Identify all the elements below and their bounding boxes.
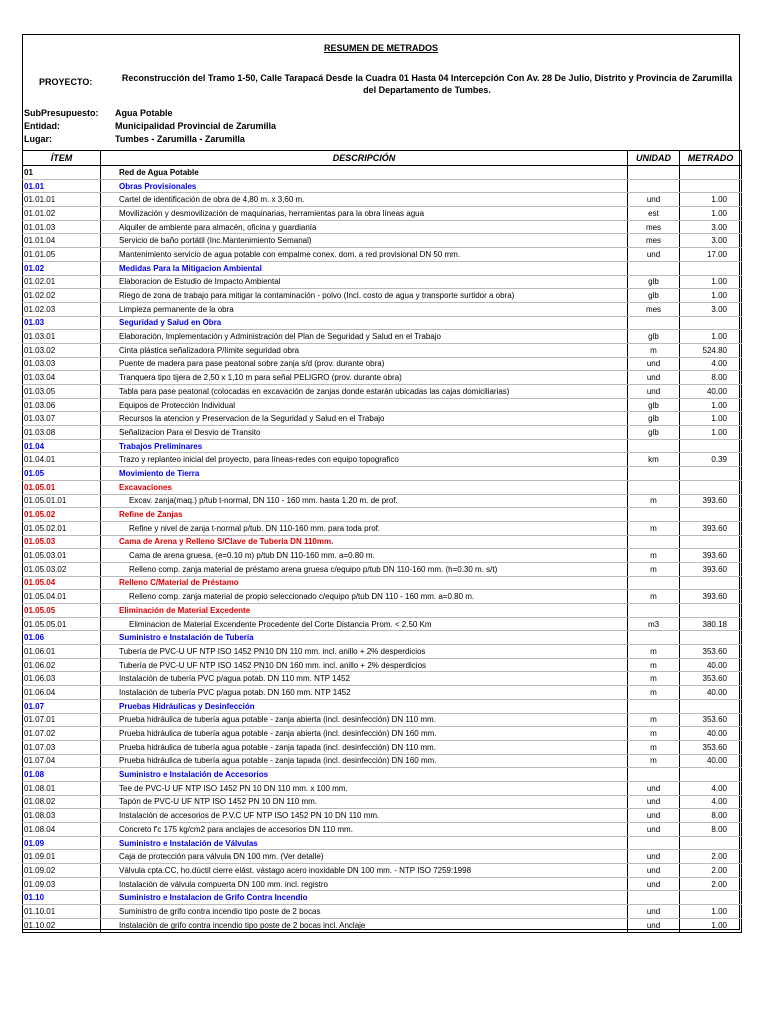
- table-row: [23, 166, 742, 180]
- cell-item: 01.08.04: [23, 823, 101, 837]
- cell-item: 01.05.05: [23, 604, 101, 618]
- entidad-value: Municipalidad Provincial de Zarumilla: [115, 121, 277, 131]
- cell-descripcion: Señalizacion Para el Desvio de Transito: [101, 426, 628, 440]
- cell-unidad: mes: [628, 302, 680, 316]
- cell-descripcion: Equipos de Protección Individual: [101, 398, 628, 412]
- cell-descripcion: Suministro de grifo contra incendio tipo poste de 2 bocas: [101, 905, 628, 919]
- cell-descripcion: Cartel de identificación de obra de 4,80 m. x 3,60 m.: [101, 193, 628, 207]
- cell-unidad: und: [628, 193, 680, 207]
- cell-unidad: und: [628, 385, 680, 399]
- table-row: [23, 713, 742, 727]
- table-row: [23, 508, 742, 522]
- cell-descripcion: Instalación de tubería PVC p/agua potab. DN 110 mm. NTP 1452: [101, 672, 628, 686]
- cell-item: 01: [23, 166, 101, 180]
- cell-unidad: m: [628, 658, 680, 672]
- cell-unidad: [628, 179, 680, 193]
- project-value: Reconstrucción del Tramo 1-50, Calle Tarapacá Desde la Cuadra 01 Hasta 04 Intercepción Con Av. 28 De Julio, Distrito y Provincia de Zarumilla del Departamento de Tumbes.: [121, 73, 733, 95]
- cell-descripcion: Trabajos Preliminares: [101, 439, 628, 453]
- cell-metrado: 353.60: [680, 713, 742, 727]
- table-row: [23, 220, 742, 234]
- cell-metrado: [680, 631, 742, 645]
- table-row: [23, 398, 742, 412]
- cell-unidad: [628, 480, 680, 494]
- cell-metrado: [680, 179, 742, 193]
- subpresupuesto-value: Agua Potable: [115, 108, 173, 118]
- entidad-label: Entidad:: [24, 121, 60, 131]
- cell-metrado: 4.00: [680, 781, 742, 795]
- cell-descripcion: Prueba hidráulica de tubería agua potable - zanja tapada (incl. desinfección) DN 160 mm.: [101, 754, 628, 768]
- subpresupuesto-label: SubPresupuesto:: [24, 108, 99, 118]
- cell-unidad: und: [628, 823, 680, 837]
- table-row: [23, 781, 742, 795]
- table-row: [23, 535, 742, 549]
- cell-unidad: [628, 467, 680, 481]
- cell-metrado: 393.60: [680, 521, 742, 535]
- table-row: [23, 836, 742, 850]
- cell-descripcion: Excav. zanja(maq.) p/tub t-normal, DN 110 - 160 mm. hasta 1.20 m. de prof.: [101, 494, 628, 508]
- header-metrado: METRADO: [680, 151, 742, 166]
- cell-descripcion: Cinta plástica señalizadora P/límite seguridad obra: [101, 343, 628, 357]
- cell-unidad: [628, 604, 680, 618]
- cell-unidad: [628, 316, 680, 330]
- cell-item: 01.09: [23, 836, 101, 850]
- table-row: [23, 521, 742, 535]
- cell-metrado: 1.00: [680, 289, 742, 303]
- cell-metrado: 1.00: [680, 275, 742, 289]
- cell-unidad: und: [628, 918, 680, 932]
- cell-item: 01.05.02: [23, 508, 101, 522]
- cell-item: 01.05.03.01: [23, 549, 101, 563]
- cell-item: 01.10: [23, 891, 101, 905]
- cell-descripcion: Elaboración, Implementación y Administración del Plan de Seguridad y Salud en el Trabajo: [101, 330, 628, 344]
- cell-metrado: 1.00: [680, 412, 742, 426]
- cell-metrado: 1.00: [680, 330, 742, 344]
- table-row: [23, 316, 742, 330]
- cell-descripcion: Eliminacion de Material Excendente Procedente del Corte Distancia Prom. < 2.50 Km: [101, 617, 628, 631]
- cell-item: 01.03.06: [23, 398, 101, 412]
- table-row: [23, 823, 742, 837]
- lugar-value: Tumbes - Zarumilla - Zarumilla: [115, 134, 245, 144]
- cell-descripcion: Instalación de grifo contra incendio tipo poste de 2 bocas incl. Anclaje: [101, 918, 628, 932]
- cell-metrado: 4.00: [680, 795, 742, 809]
- table-row: [23, 905, 742, 919]
- cell-item: 01.02.01: [23, 275, 101, 289]
- table-row: [23, 412, 742, 426]
- cell-metrado: [680, 576, 742, 590]
- table-row: [23, 740, 742, 754]
- cell-descripcion: Concreto f'c 175 kg/cm2 para anclajes de accesorios DN 110 mm.: [101, 823, 628, 837]
- cell-descripcion: Prueba hidráulica de tubería agua potable - zanja abierta (incl. desinfección) DN 160 mm.: [101, 727, 628, 741]
- cell-metrado: 0.39: [680, 453, 742, 467]
- cell-descripcion: Medidas Para la Mitigacion Ambiental: [101, 261, 628, 275]
- cell-item: 01.01: [23, 179, 101, 193]
- cell-metrado: [680, 316, 742, 330]
- cell-descripcion: Cama de arena gruesa, (e=0.10 m) p/tub DN 110-160 mm. a=0.80 m.: [101, 549, 628, 563]
- table-row: [23, 727, 742, 741]
- cell-metrado: [680, 535, 742, 549]
- cell-unidad: und: [628, 809, 680, 823]
- table-row: [23, 330, 742, 344]
- table-row: [23, 439, 742, 453]
- cell-item: 01.06.03: [23, 672, 101, 686]
- metrados-table: [22, 150, 742, 933]
- cell-metrado: 17.00: [680, 248, 742, 262]
- cell-metrado: [680, 891, 742, 905]
- cell-item: 01.07.01: [23, 713, 101, 727]
- cell-item: 01.07.03: [23, 740, 101, 754]
- cell-metrado: 1.00: [680, 398, 742, 412]
- cell-descripcion: Suministro e Instalacion de Grifo Contra Incendio: [101, 891, 628, 905]
- cell-unidad: glb: [628, 275, 680, 289]
- cell-item: 01.04.01: [23, 453, 101, 467]
- cell-descripcion: Puente de madera para pase peatonal sobre zanja s/d (prov. durante obra): [101, 357, 628, 371]
- cell-metrado: 4.00: [680, 357, 742, 371]
- cell-unidad: m: [628, 740, 680, 754]
- cell-descripcion: Alquiler de ambiente para almacén, oficina y guardianía: [101, 220, 628, 234]
- cell-unidad: [628, 261, 680, 275]
- cell-descripcion: Pruebas Hidráulicas y Desinfección: [101, 699, 628, 713]
- table-row: [23, 248, 742, 262]
- table-row: [23, 371, 742, 385]
- table-row: [23, 302, 742, 316]
- header-unidad: UNIDAD: [628, 151, 680, 166]
- cell-unidad: glb: [628, 412, 680, 426]
- cell-descripcion: Relleno comp. zanja material de propio seleccionado c/equipo p/tub DN 110 - 160 mm. a=0.80 m.: [101, 590, 628, 604]
- cell-item: 01.03.02: [23, 343, 101, 357]
- cell-unidad: [628, 631, 680, 645]
- cell-metrado: [680, 508, 742, 522]
- cell-unidad: [628, 508, 680, 522]
- cell-unidad: [628, 836, 680, 850]
- cell-item: 01.08.03: [23, 809, 101, 823]
- cell-item: 01.03.04: [23, 371, 101, 385]
- cell-item: 01.05.02.01: [23, 521, 101, 535]
- cell-unidad: und: [628, 357, 680, 371]
- cell-metrado: 1.00: [680, 918, 742, 932]
- cell-metrado: 353.60: [680, 645, 742, 659]
- table-row: [23, 590, 742, 604]
- cell-item: 01.03.03: [23, 357, 101, 371]
- cell-item: 01.07.04: [23, 754, 101, 768]
- cell-descripcion: Tubería de PVC-U UF NTP ISO 1452 PN10 DN 160 mm. incl. anillo + 2% desperdicios: [101, 658, 628, 672]
- cell-item: 01.02.02: [23, 289, 101, 303]
- cell-unidad: m: [628, 713, 680, 727]
- table-row: [23, 686, 742, 700]
- cell-metrado: 393.60: [680, 549, 742, 563]
- table-row: [23, 234, 742, 248]
- cell-unidad: km: [628, 453, 680, 467]
- cell-item: 01.05: [23, 467, 101, 481]
- table-row: [23, 480, 742, 494]
- cell-descripcion: Movimiento de Tierra: [101, 467, 628, 481]
- cell-item: 01.06.02: [23, 658, 101, 672]
- cell-metrado: 1.00: [680, 207, 742, 221]
- table-row: [23, 699, 742, 713]
- table-row: [23, 850, 742, 864]
- metrados-sheet: [22, 34, 740, 930]
- cell-unidad: und: [628, 905, 680, 919]
- cell-unidad: glb: [628, 398, 680, 412]
- cell-item: 01.09.02: [23, 864, 101, 878]
- cell-item: 01.03: [23, 316, 101, 330]
- cell-item: 01.09.01: [23, 850, 101, 864]
- cell-unidad: mes: [628, 234, 680, 248]
- cell-unidad: m: [628, 549, 680, 563]
- cell-metrado: 1.00: [680, 426, 742, 440]
- cell-item: 01.01.05: [23, 248, 101, 262]
- cell-metrado: 40.00: [680, 658, 742, 672]
- cell-descripcion: Instalación de válvula compuerta DN 100 mm. incl. registro: [101, 877, 628, 891]
- cell-descripcion: Tee de PVC-U UF NTP ISO 1452 PN 10 DN 110 mm. x 100 mm.: [101, 781, 628, 795]
- cell-metrado: [680, 836, 742, 850]
- table-body: [23, 166, 742, 933]
- cell-descripcion: Caja de protección para válvula DN 100 mm. (Ver detalle): [101, 850, 628, 864]
- cell-item: 01.05.05.01: [23, 617, 101, 631]
- cell-descripcion: Mantenimiento servicio de agua potable con empalme conex. dom. a red provisional DN 50 mm.: [101, 248, 628, 262]
- cell-unidad: [628, 699, 680, 713]
- cell-metrado: 40.00: [680, 686, 742, 700]
- table-row: [23, 343, 742, 357]
- project-label: PROYECTO:: [39, 77, 93, 87]
- cell-item: 01.02.03: [23, 302, 101, 316]
- cell-unidad: est: [628, 207, 680, 221]
- cell-metrado: 353.60: [680, 672, 742, 686]
- table-row: [23, 891, 742, 905]
- cell-unidad: m: [628, 521, 680, 535]
- cell-metrado: 393.60: [680, 494, 742, 508]
- table-row: [23, 877, 742, 891]
- cell-descripcion: Prueba hidráulica de tubería agua potable - zanja abierta (incl. desinfección) DN 110 mm.: [101, 713, 628, 727]
- cell-item: 01.10.01: [23, 905, 101, 919]
- table-row: [23, 562, 742, 576]
- cell-metrado: 524.80: [680, 343, 742, 357]
- cell-descripcion: Tranquera tipo tijera de 2,50 x 1,10 m para señal PELIGRO (prov. durante obra): [101, 371, 628, 385]
- cell-item: 01.08.02: [23, 795, 101, 809]
- cell-metrado: 2.00: [680, 850, 742, 864]
- cell-item: 01.01.01: [23, 193, 101, 207]
- cell-descripcion: Suministro e Instalación de Tubería: [101, 631, 628, 645]
- table-row: [23, 275, 742, 289]
- table-row: [23, 754, 742, 768]
- cell-unidad: und: [628, 850, 680, 864]
- cell-metrado: 40.00: [680, 727, 742, 741]
- cell-item: 01.03.07: [23, 412, 101, 426]
- cell-unidad: [628, 535, 680, 549]
- cell-metrado: 40.00: [680, 754, 742, 768]
- cell-descripcion: Instalación de accesorios de P.V.C UF NTP ISO 1452 PN 10 DN 110 mm.: [101, 809, 628, 823]
- cell-metrado: 353.60: [680, 740, 742, 754]
- table-row: [23, 549, 742, 563]
- cell-metrado: 8.00: [680, 809, 742, 823]
- cell-item: 01.04: [23, 439, 101, 453]
- cell-item: 01.01.03: [23, 220, 101, 234]
- cell-metrado: 2.00: [680, 864, 742, 878]
- cell-descripcion: Relleno C/Material de Préstamo: [101, 576, 628, 590]
- cell-item: 01.03.08: [23, 426, 101, 440]
- cell-unidad: m3: [628, 617, 680, 631]
- cell-metrado: [680, 768, 742, 782]
- cell-descripcion: Relleno comp. zanja material de préstamo arena gruesa c/equipo p/tub DN 110-160 mm. (h=0.30 m. s/t): [101, 562, 628, 576]
- cell-unidad: mes: [628, 220, 680, 234]
- table-row: [23, 426, 742, 440]
- cell-metrado: 40.00: [680, 385, 742, 399]
- cell-descripcion: Riego de zona de trabajo para mitigar la contaminación - polvo (Incl. costo de agua y transporte surtidor a obra): [101, 289, 628, 303]
- cell-descripcion: Seguridad y Salud en Obra: [101, 316, 628, 330]
- cell-descripcion: Tapón de PVC-U UF NTP ISO 1452 PN 10 DN 110 mm.: [101, 795, 628, 809]
- cell-unidad: [628, 439, 680, 453]
- table-row: [23, 768, 742, 782]
- cell-unidad: m: [628, 645, 680, 659]
- cell-descripcion: Prueba hidráulica de tubería agua potable - zanja tapada (incl. desinfección) DN 110 mm.: [101, 740, 628, 754]
- cell-item: 01.05.04.01: [23, 590, 101, 604]
- cell-metrado: [680, 480, 742, 494]
- cell-unidad: m: [628, 590, 680, 604]
- cell-unidad: und: [628, 371, 680, 385]
- cell-descripcion: Tabla para pase peatonal (colocadas en excavación de zanjas donde estarán ubicadas las cajas domiciliarias): [101, 385, 628, 399]
- cell-metrado: 3.00: [680, 302, 742, 316]
- cell-item: 01.05.04: [23, 576, 101, 590]
- table-row: [23, 918, 742, 932]
- cell-descripcion: Válvula cpta.CC, ho.dúctil cierre elást. vástago acero inoxidable DN 100 mm. - NTP ISO 7259:1998: [101, 864, 628, 878]
- table-row: [23, 645, 742, 659]
- table-row: [23, 809, 742, 823]
- document-title: RESUMEN DE METRADOS: [323, 43, 438, 53]
- cell-metrado: [680, 166, 742, 180]
- cell-metrado: [680, 261, 742, 275]
- cell-metrado: 3.00: [680, 220, 742, 234]
- cell-descripcion: Recursos la atencion y Preservacion de la Seguridad y Salud en el Trabajo: [101, 412, 628, 426]
- table-row: [23, 617, 742, 631]
- cell-item: 01.07.02: [23, 727, 101, 741]
- cell-unidad: m: [628, 672, 680, 686]
- cell-descripcion: Elaboracion de Estudio de Impacto Ambiental: [101, 275, 628, 289]
- cell-item: 01.07: [23, 699, 101, 713]
- cell-descripcion: Suministro e Instalación de Válvulas: [101, 836, 628, 850]
- cell-item: 01.01.04: [23, 234, 101, 248]
- table-row: [23, 357, 742, 371]
- table-row: [23, 795, 742, 809]
- cell-item: 01.05.03.02: [23, 562, 101, 576]
- table-header-row: [23, 151, 742, 166]
- cell-item: 01.06.01: [23, 645, 101, 659]
- cell-descripcion: Excavaciones: [101, 480, 628, 494]
- cell-descripcion: Eliminación de Material Excedente: [101, 604, 628, 618]
- cell-descripcion: Suministro e Instalación de Accesorios: [101, 768, 628, 782]
- cell-metrado: 1.00: [680, 193, 742, 207]
- cell-unidad: glb: [628, 289, 680, 303]
- cell-descripcion: Tubería de PVC-U UF NTP ISO 1452 PN10 DN 110 mm. incl. anillo + 2% desperdicios: [101, 645, 628, 659]
- cell-metrado: 2.00: [680, 877, 742, 891]
- cell-unidad: [628, 768, 680, 782]
- cell-descripcion: Red de Agua Potable: [101, 166, 628, 180]
- table-row: [23, 179, 742, 193]
- cell-unidad: [628, 576, 680, 590]
- cell-unidad: und: [628, 877, 680, 891]
- cell-item: 01.10.02: [23, 918, 101, 932]
- cell-unidad: m: [628, 754, 680, 768]
- cell-item: 01.01.02: [23, 207, 101, 221]
- table-row: [23, 385, 742, 399]
- cell-descripcion: Servicio de baño portátil (Inc.Mantenimiento Semanal): [101, 234, 628, 248]
- cell-metrado: 1.00: [680, 905, 742, 919]
- cell-item: 01.08.01: [23, 781, 101, 795]
- cell-metrado: [680, 467, 742, 481]
- cell-descripcion: Movilización y desmovilización de maquinarias, herramientas para la obra líneas agua: [101, 207, 628, 221]
- cell-descripcion: Trazo y replanteo inicial del proyecto, para líneas-redes con equipo topografico: [101, 453, 628, 467]
- table-row: [23, 658, 742, 672]
- cell-unidad: m: [628, 686, 680, 700]
- table-row: [23, 672, 742, 686]
- cell-unidad: m: [628, 562, 680, 576]
- cell-unidad: m: [628, 727, 680, 741]
- table-row: [23, 289, 742, 303]
- cell-metrado: 393.60: [680, 562, 742, 576]
- cell-unidad: [628, 166, 680, 180]
- cell-metrado: 8.00: [680, 823, 742, 837]
- cell-unidad: und: [628, 781, 680, 795]
- table-row: [23, 193, 742, 207]
- cell-descripcion: Obras Provisionales: [101, 179, 628, 193]
- cell-item: 01.08: [23, 768, 101, 782]
- cell-metrado: 8.00: [680, 371, 742, 385]
- cell-descripcion: Instalación de tubería PVC p/agua potab. DN 160 mm. NTP 1452: [101, 686, 628, 700]
- cell-item: 01.02: [23, 261, 101, 275]
- cell-metrado: [680, 439, 742, 453]
- table-row: [23, 453, 742, 467]
- cell-descripcion: Refine de Zanjas: [101, 508, 628, 522]
- table-row: [23, 494, 742, 508]
- cell-unidad: m: [628, 343, 680, 357]
- table-row: [23, 467, 742, 481]
- table-row: [23, 576, 742, 590]
- cell-item: 01.06: [23, 631, 101, 645]
- cell-item: 01.03.01: [23, 330, 101, 344]
- cell-metrado: [680, 699, 742, 713]
- table-row: [23, 604, 742, 618]
- cell-unidad: [628, 891, 680, 905]
- table-row: [23, 261, 742, 275]
- cell-item: 01.03.05: [23, 385, 101, 399]
- cell-descripcion: Limpieza permanente de la obra: [101, 302, 628, 316]
- cell-item: 01.06.04: [23, 686, 101, 700]
- cell-metrado: 3.00: [680, 234, 742, 248]
- cell-descripcion: Refine y nivel de zanja t-normal p/tub. DN 110-160 mm. para toda prof.: [101, 521, 628, 535]
- table-row: [23, 207, 742, 221]
- header-descripcion: DESCRIPCIÓN: [101, 151, 628, 166]
- cell-descripcion: Cama de Arena y Relleno S/Clave de Tuberia DN 110mm.: [101, 535, 628, 549]
- cell-unidad: und: [628, 864, 680, 878]
- cell-unidad: und: [628, 248, 680, 262]
- cell-metrado: 380.18: [680, 617, 742, 631]
- cell-item: 01.05.01.01: [23, 494, 101, 508]
- cell-unidad: glb: [628, 330, 680, 344]
- cell-unidad: und: [628, 795, 680, 809]
- lugar-label: Lugar:: [24, 134, 52, 144]
- header-item: ÍTEM: [23, 151, 101, 166]
- cell-item: 01.05.01: [23, 480, 101, 494]
- table-row: [23, 631, 742, 645]
- cell-metrado: [680, 604, 742, 618]
- cell-item: 01.05.03: [23, 535, 101, 549]
- cell-unidad: m: [628, 494, 680, 508]
- table-row: [23, 864, 742, 878]
- cell-unidad: glb: [628, 426, 680, 440]
- cell-item: 01.09.03: [23, 877, 101, 891]
- cell-metrado: 393.60: [680, 590, 742, 604]
